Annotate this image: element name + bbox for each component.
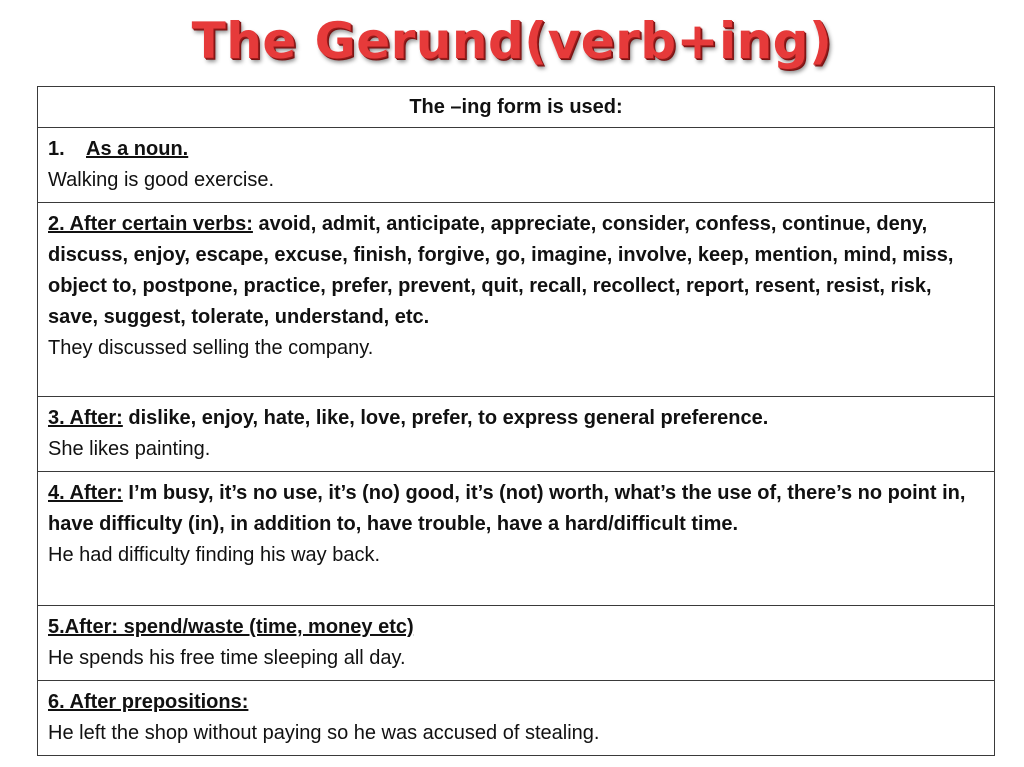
rule-number: 1. bbox=[48, 138, 65, 160]
rule-example: They discussed selling the company. bbox=[48, 337, 374, 359]
rule-cell-4 bbox=[38, 472, 995, 606]
rule-example: He left the shop without paying so he was accused of stealing. bbox=[48, 722, 600, 744]
rule-cell-1 bbox=[38, 128, 995, 203]
rule-heading bbox=[48, 209, 984, 333]
table-header: The –ing form is used: bbox=[38, 87, 995, 128]
gerund-rules-table bbox=[37, 86, 995, 756]
page-title: The Gerund(verb+ing) bbox=[191, 12, 833, 70]
rule-example: She likes painting. bbox=[48, 438, 211, 460]
table-row bbox=[38, 681, 995, 756]
table-row bbox=[38, 203, 995, 397]
rule-lead: 3. After: bbox=[48, 407, 123, 429]
rule-heading bbox=[48, 403, 984, 434]
rule-lead: As a noun. bbox=[86, 138, 189, 160]
table-row bbox=[38, 397, 995, 472]
rule-example: He spends his free time sleeping all day. bbox=[48, 647, 406, 669]
rule-heading bbox=[48, 478, 984, 540]
rule-heading bbox=[48, 134, 984, 165]
rule-example: He had difficulty finding his way back. bbox=[48, 544, 381, 566]
table-row bbox=[38, 472, 995, 606]
rule-heading bbox=[48, 687, 984, 718]
rule-verbs: avoid, admit, anticipate, appreciate, consider, confess, continue, deny, discuss, enjoy, escape, excuse, finish, forgive, go, imagine, involve, keep, mention, mind, miss, object to, postpone, practice, prefer, prevent, quit, recall, recollect, report, resent, resist, risk, save, suggest, tolerate, understand, etc. bbox=[48, 213, 954, 328]
rule-cell-5 bbox=[38, 606, 995, 681]
rule-lead: 6. After prepositions: bbox=[48, 691, 249, 713]
rule-cell-2 bbox=[38, 203, 995, 397]
rule-cell-3 bbox=[38, 397, 995, 472]
table-header-row bbox=[38, 87, 995, 128]
rule-lead: 4. After: bbox=[48, 482, 123, 504]
rule-heading bbox=[48, 612, 984, 643]
rule-verbs: dislike, enjoy, hate, like, love, prefer, to express general preference. bbox=[122, 407, 769, 429]
table-row bbox=[38, 606, 995, 681]
rule-example: Walking is good exercise. bbox=[48, 169, 275, 191]
rule-cell-6 bbox=[38, 681, 995, 756]
gerund-rules-table-container bbox=[37, 86, 995, 746]
rule-lead: 5.After: spend/waste (time, money etc) bbox=[48, 616, 414, 638]
rule-lead: 2. After certain verbs: bbox=[48, 213, 253, 235]
table-row bbox=[38, 128, 995, 203]
rule-verbs: I’m busy, it’s no use, it’s (no) good, it’s (not) worth, what’s the use of, there’s no point in, have difficulty (in), in addition to, have trouble, have a hard/difficult time. bbox=[48, 482, 966, 535]
